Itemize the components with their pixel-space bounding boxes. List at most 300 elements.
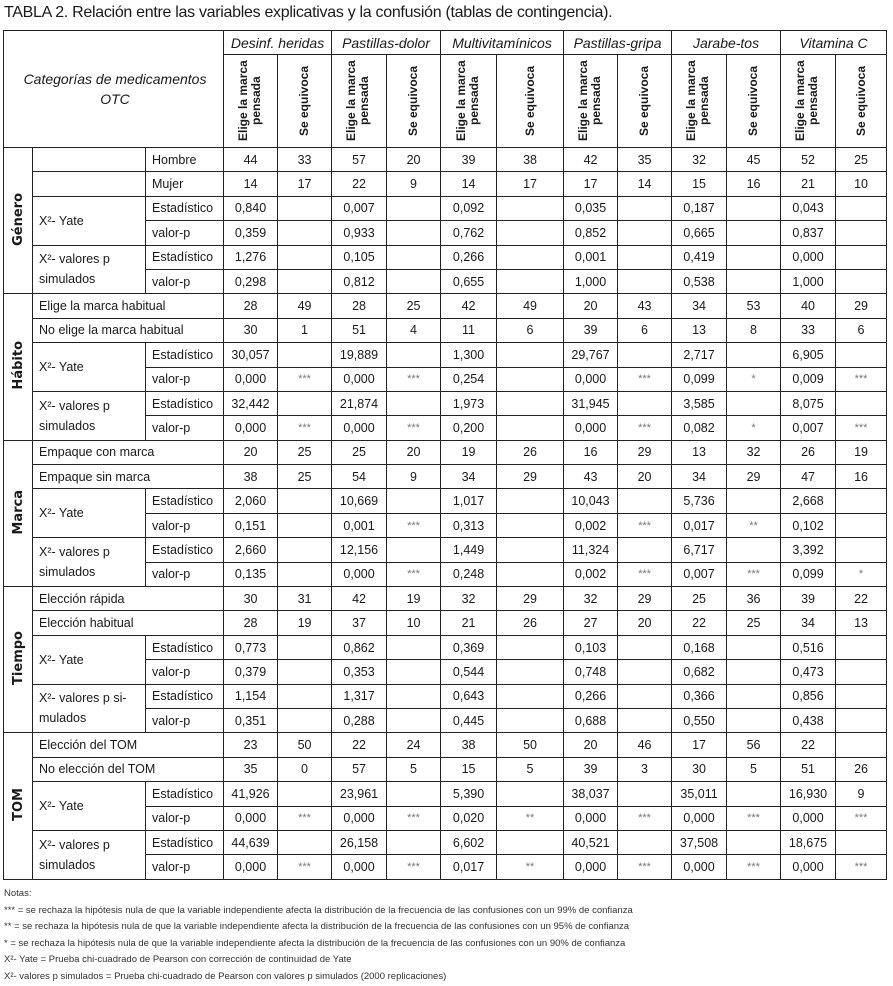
group-label: [4, 294, 33, 440]
value-cell: 10: [387, 611, 441, 635]
value-cell: [727, 660, 781, 684]
table-row: [4, 733, 887, 757]
value-cell: [727, 684, 781, 708]
value-cell: 19,889: [332, 343, 387, 367]
value-cell: 2,060: [224, 489, 278, 513]
note-line: ** = se rechaza la hipótesis nula de que la variable independiente afecta la distribución de la frecuencia de las confusiones con un 95% de confianza: [4, 921, 630, 933]
value-cell: 16: [836, 465, 887, 489]
table-row: [4, 587, 887, 611]
value-cell: 12,156: [332, 538, 387, 562]
outcome-header-label: Elige la marca pensada: [453, 60, 481, 142]
significance-stars: ***: [278, 855, 332, 879]
table-row: [4, 782, 887, 806]
value-cell: [278, 684, 332, 708]
value-cell: 6: [497, 318, 564, 342]
value-cell: 33: [278, 148, 332, 172]
value-cell: 52: [781, 148, 836, 172]
value-cell: 25: [278, 440, 332, 464]
value-cell: 0,000: [564, 367, 618, 391]
value-cell: 29: [836, 294, 887, 318]
value-cell: 34: [781, 611, 836, 635]
value-cell: 1,973: [441, 391, 497, 415]
value-cell: 22: [781, 733, 836, 757]
test-label: X²- valores p simulados: [33, 391, 146, 440]
value-cell: 1,317: [332, 684, 387, 708]
value-cell: [278, 538, 332, 562]
value-cell: 13: [672, 318, 727, 342]
value-cell: 19: [278, 611, 332, 635]
value-cell: [497, 635, 564, 659]
value-cell: [727, 245, 781, 269]
value-cell: [497, 782, 564, 806]
value-cell: [618, 343, 672, 367]
stat-label: valor-p: [146, 221, 224, 245]
value-cell: 0,000: [224, 416, 278, 440]
table-row: [4, 830, 887, 854]
value-cell: 29: [727, 465, 781, 489]
value-cell: 0,655: [441, 269, 497, 293]
value-cell: 21,874: [332, 391, 387, 415]
value-cell: 0,007: [332, 196, 387, 220]
significance-stars: ***: [387, 562, 441, 586]
value-cell: 32: [564, 587, 618, 611]
table-row: [4, 440, 887, 464]
significance-stars: ***: [618, 806, 672, 830]
stat-label: Estadístico: [146, 391, 224, 415]
value-cell: 26: [836, 757, 887, 781]
value-cell: 20: [564, 294, 618, 318]
value-cell: 35: [618, 148, 672, 172]
value-cell: 0,837: [781, 221, 836, 245]
significance-stars: ***: [727, 562, 781, 586]
value-cell: 0,043: [781, 196, 836, 220]
value-cell: 3,392: [781, 538, 836, 562]
value-cell: 35: [224, 757, 278, 781]
value-cell: [278, 245, 332, 269]
value-cell: 0,000: [672, 806, 727, 830]
value-cell: 0,000: [781, 855, 836, 879]
outcome-header-label: Se equivoca: [406, 65, 421, 137]
value-cell: 0,852: [564, 221, 618, 245]
value-cell: 25: [672, 587, 727, 611]
value-cell: [618, 245, 672, 269]
test-label: X²- Yate: [33, 196, 146, 245]
value-cell: [618, 269, 672, 293]
row-label: Elige la marca habitual: [33, 294, 224, 318]
value-cell: 51: [332, 318, 387, 342]
significance-stars: ***: [387, 806, 441, 830]
value-cell: 0,862: [332, 635, 387, 659]
value-cell: [278, 196, 332, 220]
value-cell: 42: [564, 148, 618, 172]
value-cell: [836, 196, 887, 220]
outcome-header: [224, 55, 278, 148]
value-cell: [387, 684, 441, 708]
value-cell: 10,669: [332, 489, 387, 513]
value-cell: 2,717: [672, 343, 727, 367]
stat-label: valor-p: [146, 660, 224, 684]
value-cell: [836, 245, 887, 269]
value-cell: [618, 782, 672, 806]
value-cell: [497, 684, 564, 708]
significance-stars: *: [836, 562, 887, 586]
value-cell: 26: [497, 440, 564, 464]
outcome-header-label: Se equivoca: [297, 65, 312, 137]
value-cell: 0,035: [564, 196, 618, 220]
stat-label: Estadístico: [146, 684, 224, 708]
group-label-text: Marca: [10, 489, 26, 535]
value-cell: 22: [332, 172, 387, 196]
outcome-header-label: Se equivoca: [853, 65, 868, 137]
value-cell: 43: [618, 294, 672, 318]
value-cell: 33: [781, 318, 836, 342]
outcome-header: [564, 55, 618, 148]
value-cell: 14: [618, 172, 672, 196]
value-cell: 5,736: [672, 489, 727, 513]
table-row: [4, 489, 887, 513]
value-cell: 38,037: [564, 782, 618, 806]
value-cell: [278, 660, 332, 684]
outcome-header-label: Se equivoca: [746, 65, 761, 137]
value-cell: 0,538: [672, 269, 727, 293]
value-cell: 18,675: [781, 830, 836, 854]
value-cell: 29: [618, 440, 672, 464]
stat-label: valor-p: [146, 416, 224, 440]
table-row: [4, 684, 887, 708]
stat-label: valor-p: [146, 367, 224, 391]
value-cell: 0,105: [332, 245, 387, 269]
value-cell: 0,369: [441, 635, 497, 659]
group-label-text: Hábito: [10, 341, 26, 390]
note-line: Notas:: [4, 888, 32, 899]
value-cell: 29: [497, 465, 564, 489]
value-cell: [618, 221, 672, 245]
value-cell: 44: [224, 148, 278, 172]
significance-stars: ***: [618, 367, 672, 391]
value-cell: [278, 708, 332, 732]
value-cell: [836, 391, 887, 415]
value-cell: 6,905: [781, 343, 836, 367]
value-cell: [387, 391, 441, 415]
group-label: [4, 440, 33, 586]
value-cell: [278, 343, 332, 367]
value-cell: [727, 221, 781, 245]
value-cell: 0,099: [672, 367, 727, 391]
significance-stars: ***: [836, 416, 887, 440]
group-label: [4, 587, 33, 733]
stat-label: valor-p: [146, 562, 224, 586]
value-cell: [387, 830, 441, 854]
value-cell: 0,665: [672, 221, 727, 245]
value-cell: 1: [278, 318, 332, 342]
value-cell: [618, 708, 672, 732]
value-cell: 0,017: [441, 855, 497, 879]
stat-label: valor-p: [146, 806, 224, 830]
value-cell: 42: [441, 294, 497, 318]
value-cell: 19: [387, 587, 441, 611]
value-cell: 53: [727, 294, 781, 318]
table-row: [4, 148, 887, 172]
value-cell: 3: [618, 757, 672, 781]
value-cell: [387, 196, 441, 220]
value-cell: [497, 269, 564, 293]
value-cell: [497, 391, 564, 415]
value-cell: 25: [727, 611, 781, 635]
stat-label: Estadístico: [146, 489, 224, 513]
value-cell: 6,602: [441, 830, 497, 854]
value-cell: 0,351: [224, 708, 278, 732]
row-label: Empaque con marca: [33, 440, 224, 464]
value-cell: 15: [672, 172, 727, 196]
stat-label: valor-p: [146, 708, 224, 732]
value-cell: [727, 782, 781, 806]
significance-stars: ***: [618, 855, 672, 879]
value-cell: 1,449: [441, 538, 497, 562]
value-cell: [727, 538, 781, 562]
value-cell: 1,017: [441, 489, 497, 513]
value-cell: 6,717: [672, 538, 727, 562]
value-cell: 19: [441, 440, 497, 464]
test-label: X²- valores p simulados: [33, 538, 146, 587]
value-cell: 34: [672, 294, 727, 318]
value-cell: 22: [672, 611, 727, 635]
value-cell: 0,151: [224, 513, 278, 537]
test-label: X²- Yate: [33, 635, 146, 684]
stat-label: valor-p: [146, 513, 224, 537]
table-row: [4, 757, 887, 781]
table-row: [4, 196, 887, 220]
value-cell: [727, 391, 781, 415]
product-header: Pastillas-dolor: [332, 31, 441, 55]
value-cell: [618, 538, 672, 562]
value-cell: 0,812: [332, 269, 387, 293]
value-cell: 0,002: [564, 513, 618, 537]
value-cell: 26: [497, 611, 564, 635]
value-cell: 0,000: [224, 806, 278, 830]
value-cell: 41,926: [224, 782, 278, 806]
outcome-header: [332, 55, 387, 148]
value-cell: [497, 708, 564, 732]
value-cell: 21: [781, 172, 836, 196]
product-header: Vitamina C: [781, 31, 887, 55]
outcome-header: [441, 55, 497, 148]
product-header: Pastillas-gripa: [564, 31, 672, 55]
value-cell: 0,313: [441, 513, 497, 537]
value-cell: 25: [387, 294, 441, 318]
outcome-header: [387, 55, 441, 148]
stat-label: valor-p: [146, 269, 224, 293]
group-label-text: Género: [10, 192, 26, 246]
value-cell: 0,000: [332, 367, 387, 391]
value-cell: 0,001: [564, 245, 618, 269]
product-header: Jarabe-tos: [672, 31, 781, 55]
significance-stars: *: [727, 367, 781, 391]
value-cell: [278, 562, 332, 586]
value-cell: 0,000: [332, 855, 387, 879]
value-cell: 30,057: [224, 343, 278, 367]
note-line: *** = se rechaza la hipótesis nula de que la variable independiente afecta la distribución de la frecuencia de las confusiones con un 99% de confianza: [4, 904, 633, 916]
value-cell: 8,075: [781, 391, 836, 415]
value-cell: 15: [441, 757, 497, 781]
value-cell: 34: [441, 465, 497, 489]
row-label: No elige la marca habitual: [33, 318, 224, 342]
value-cell: 28: [224, 294, 278, 318]
value-cell: [278, 391, 332, 415]
value-cell: 0,009: [781, 367, 836, 391]
value-cell: [836, 733, 887, 757]
value-cell: 25: [836, 148, 887, 172]
value-cell: 0,379: [224, 660, 278, 684]
value-cell: 4: [387, 318, 441, 342]
value-cell: 0,516: [781, 635, 836, 659]
value-cell: 0,000: [672, 855, 727, 879]
value-cell: [836, 269, 887, 293]
value-cell: 17: [564, 172, 618, 196]
value-cell: 0,007: [781, 416, 836, 440]
value-cell: 9: [836, 782, 887, 806]
value-cell: [618, 660, 672, 684]
stat-label: Estadístico: [146, 635, 224, 659]
table-row: [4, 391, 887, 415]
value-cell: 20: [387, 148, 441, 172]
value-cell: 0,544: [441, 660, 497, 684]
value-cell: 0,856: [781, 684, 836, 708]
value-cell: [836, 708, 887, 732]
value-cell: [497, 245, 564, 269]
value-cell: 0,445: [441, 708, 497, 732]
value-cell: 1,276: [224, 245, 278, 269]
value-cell: 3,585: [672, 391, 727, 415]
value-cell: 19: [836, 440, 887, 464]
outcome-header-label: Elige la marca pensada: [575, 60, 603, 142]
significance-stars: ***: [387, 416, 441, 440]
significance-stars: ***: [836, 855, 887, 879]
value-cell: 39: [781, 587, 836, 611]
significance-stars: ***: [387, 367, 441, 391]
value-cell: 0,298: [224, 269, 278, 293]
value-cell: [497, 343, 564, 367]
table-row: [4, 465, 887, 489]
value-cell: 0,840: [224, 196, 278, 220]
value-cell: 0,359: [224, 221, 278, 245]
value-cell: [387, 708, 441, 732]
value-cell: [618, 635, 672, 659]
value-cell: [278, 221, 332, 245]
stat-label: valor-p: [146, 855, 224, 879]
value-cell: [727, 196, 781, 220]
table-row: [4, 245, 887, 269]
row-label: Elección habitual: [33, 611, 224, 635]
table-row: [4, 635, 887, 659]
value-cell: 43: [564, 465, 618, 489]
value-cell: 13: [836, 611, 887, 635]
value-cell: 20: [564, 733, 618, 757]
row-label: Mujer: [146, 172, 224, 196]
value-cell: 6: [836, 318, 887, 342]
value-cell: [836, 538, 887, 562]
value-cell: 9: [387, 465, 441, 489]
value-cell: 32: [441, 587, 497, 611]
header-row-products: [4, 31, 887, 55]
value-cell: 50: [278, 733, 332, 757]
value-cell: [387, 538, 441, 562]
value-cell: [387, 489, 441, 513]
value-cell: 0,000: [781, 806, 836, 830]
value-cell: 0,000: [332, 562, 387, 586]
value-cell: [618, 830, 672, 854]
value-cell: [497, 562, 564, 586]
value-cell: 39: [564, 757, 618, 781]
outcome-header-label: Se equivoca: [637, 65, 652, 137]
value-cell: 0,168: [672, 635, 727, 659]
value-cell: [836, 343, 887, 367]
value-cell: [387, 635, 441, 659]
value-cell: 38: [441, 733, 497, 757]
value-cell: 0: [278, 757, 332, 781]
significance-stars: ***: [387, 513, 441, 537]
value-cell: 0,366: [672, 684, 727, 708]
value-cell: 6: [618, 318, 672, 342]
value-cell: 27: [564, 611, 618, 635]
empty-cell: [33, 172, 146, 196]
value-cell: 0,473: [781, 660, 836, 684]
table-row: [4, 172, 887, 196]
value-cell: 20: [618, 611, 672, 635]
value-cell: 0,020: [441, 806, 497, 830]
value-cell: 28: [332, 294, 387, 318]
note-line: X²- valores p simulados = Prueba chi-cuadrado de Pearson con valores p simulados (2000 replicaciones): [4, 970, 447, 982]
value-cell: [497, 416, 564, 440]
table-row: [4, 318, 887, 342]
value-cell: [497, 538, 564, 562]
product-header: Multivitamínicos: [441, 31, 564, 55]
value-cell: 37: [332, 611, 387, 635]
test-label: X²- Yate: [33, 489, 146, 538]
value-cell: [387, 245, 441, 269]
value-cell: 11: [441, 318, 497, 342]
significance-stars: **: [727, 513, 781, 537]
note-line: * = se rechaza la hipótesis nula de que la variable independiente afecta la distribución de la frecuencia de las confusiones con un 90% de confianza: [4, 937, 626, 949]
value-cell: 32,442: [224, 391, 278, 415]
row-label: Elección del TOM: [33, 733, 224, 757]
table-row: [4, 538, 887, 562]
value-cell: 39: [564, 318, 618, 342]
value-cell: 0,643: [441, 684, 497, 708]
significance-stars: ***: [618, 513, 672, 537]
value-cell: [727, 269, 781, 293]
value-cell: 36: [727, 587, 781, 611]
value-cell: 47: [781, 465, 836, 489]
corner-label: Categorías de medicamentos OTC: [4, 31, 224, 148]
table-notes: [4, 886, 633, 986]
value-cell: 29: [618, 587, 672, 611]
value-cell: 23: [224, 733, 278, 757]
value-cell: [727, 635, 781, 659]
value-cell: [497, 367, 564, 391]
value-cell: [497, 513, 564, 537]
value-cell: [836, 513, 887, 537]
significance-stars: ***: [278, 806, 332, 830]
value-cell: 5: [727, 757, 781, 781]
value-cell: 42: [332, 587, 387, 611]
value-cell: 0,288: [332, 708, 387, 732]
value-cell: 0,007: [672, 562, 727, 586]
value-cell: [387, 660, 441, 684]
value-cell: [836, 489, 887, 513]
value-cell: 0,200: [441, 416, 497, 440]
stat-label: Estadístico: [146, 196, 224, 220]
value-cell: 32: [672, 148, 727, 172]
